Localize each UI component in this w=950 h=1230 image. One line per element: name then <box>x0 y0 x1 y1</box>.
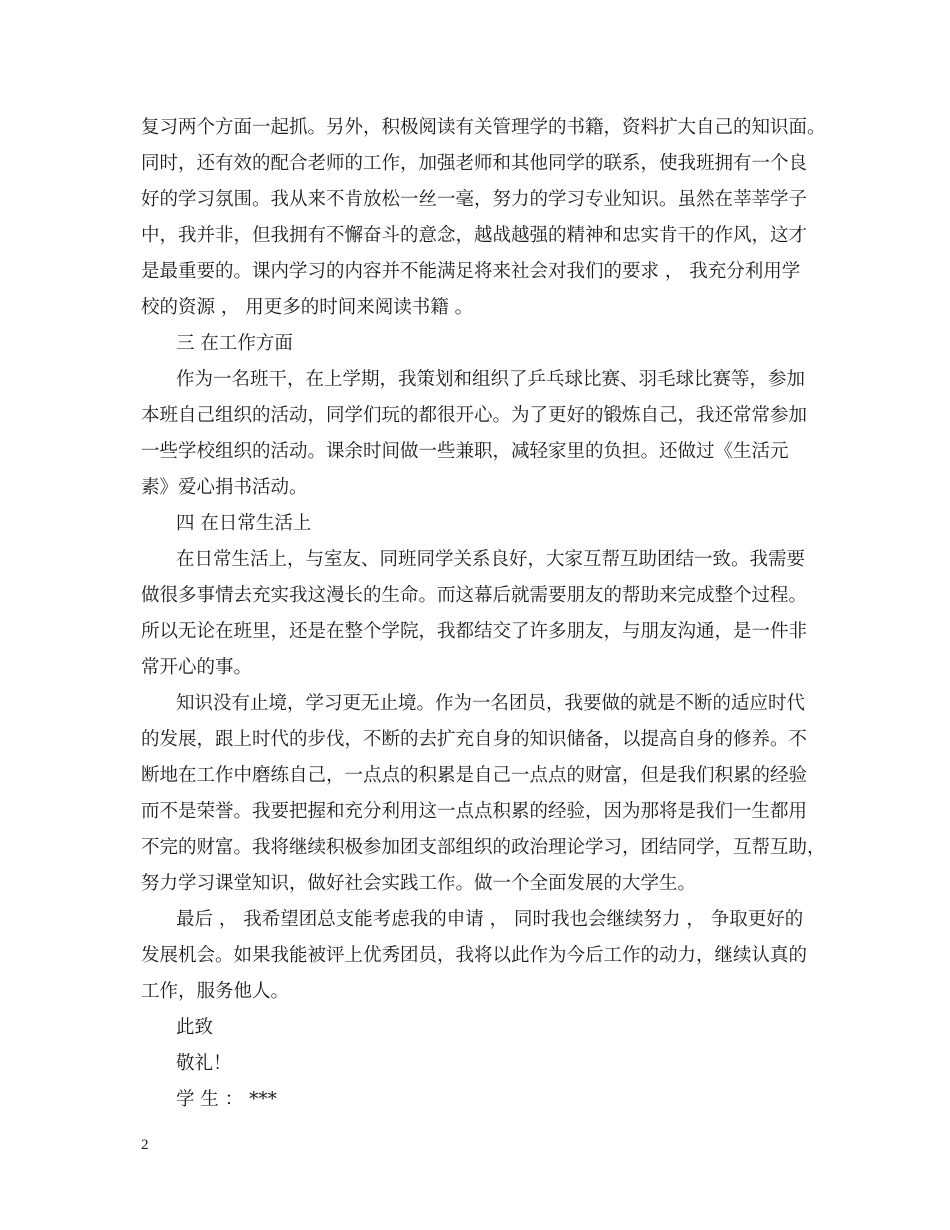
body-text-line: 本班自己组织的活动，同学们玩的都很开心。为了更好的锻炼自己，我还常常参加 <box>141 405 808 426</box>
section-heading: 四 在日常生活上 <box>176 513 312 534</box>
body-text-line: 好的学习氛围。我从来不肯放松一丝一毫，努力的学习专业知识。虽然在莘莘学子 <box>141 189 808 210</box>
body-text-line: 在日常生活上，与室友、同班同学关系良好，大家互帮互助团结一致。我需要 <box>176 549 806 570</box>
closing-greeting: 敬礼！ <box>176 1053 232 1074</box>
body-text-line: 中，我并非，但我拥有不懈奋斗的意念，越战越强的精神和忠实肯干的作风，这才 <box>141 225 808 246</box>
body-text-line: 一些学校组织的活动。课余时间做一些兼职，减轻家里的负担。还做过《生活元 <box>141 441 789 462</box>
body-text-line: 断地在工作中磨练自己，一点点的积累是自己一点点的财富，但是我们积累的经验 <box>141 765 808 786</box>
body-text-line: 所以无论在班里，还是在整个学院，我都结交了许多朋友，与朋友沟通，是一件非 <box>141 621 808 642</box>
body-text-line: 做很多事情去充实我这漫长的生命。而这幕后就需要朋友的帮助来完成整个过程。 <box>141 585 808 606</box>
section-heading: 三 在工作方面 <box>176 333 293 354</box>
body-text-line: 素》爱心捐书活动。 <box>141 477 308 498</box>
body-text-line: 同时，还有效的配合老师的工作，加强老师和其他同学的联系，使我班拥有一个良 <box>141 153 808 174</box>
body-text-line: 复习两个方面一起抓。另外，积极阅读有关管理学的书籍，资料扩大自己的知识面。 <box>141 117 826 138</box>
body-text-line: 是最重要的。课内学习的内容并不能满足将来社会对我们的要求 ， 我充分利用学 <box>141 261 801 282</box>
body-text-line: 而不是荣誉。我要把握和充分利用这一点点积累的经验，因为那将是我们一生都用 <box>141 801 808 822</box>
body-text-line: 校的资源 ， 用更多的时间来阅读书籍 。 <box>141 297 474 318</box>
body-text-line: 不完的财富。我将继续积极参加团支部组织的政治理论学习，团结同学，互帮互助， <box>141 837 826 858</box>
closing-salutation: 此致 <box>176 1017 214 1038</box>
body-text-line: 工作，服务他人。 <box>141 981 290 1002</box>
page-number: 2 <box>141 1137 149 1153</box>
body-text-line: 的发展，跟上时代的步伐，不断的去扩充自身的知识储备，以提高自身的修养。不 <box>141 729 808 750</box>
body-text-line: 努力学习课堂知识，做好社会实践工作。做一个全面发展的大学生。 <box>141 873 697 894</box>
body-text-line: 发展机会。如果我能被评上优秀团员，我将以此作为今后工作的动力，继续认真的 <box>141 945 808 966</box>
body-text-line: 知识没有止境，学习更无止境。作为一名团员，我要做的就是不断的适应时代 <box>176 693 806 714</box>
body-text-line: 常开心的事。 <box>141 657 253 678</box>
body-text-line: 作为一名班干，在上学期，我策划和组织了乒乓球比赛、羽毛球比赛等，参加 <box>176 369 806 390</box>
body-text-line: 最后 ， 我希望团总支能考虑我的申请 ， 同时我也会继续努力 ， 争取更好的 <box>176 909 804 930</box>
signature-line: 学 生 ： *** <box>176 1089 277 1110</box>
